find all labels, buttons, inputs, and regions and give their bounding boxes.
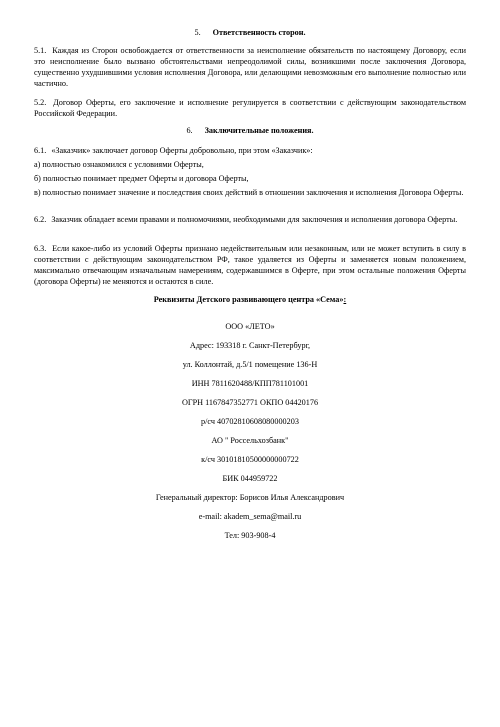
paragraph-6-2-text: Заказчик обладает всеми правами и полномочиями, необходимыми для заключения и исполнения договора Оферты. [51,215,458,224]
section-5-number: 5. [194,28,201,37]
paragraph-6-3-text: Если какое-либо из условий Оферты признано недействительным или незаконным, или не может вступить в силу в соответствии с действующим законодательством РФ, такое удаляется из Оферты и заменяется новым положением, максимально отвечающим изначальным намерениям, содержавшимся в Оферте, при этом остальные положения Оферты (договора Оферты) не меняются и остаются в силе. [34,244,467,286]
section-6-heading [0,125,500,136]
paragraph-6-2-label: 6.2. [34,215,47,224]
paragraph-5-1-text: Каждая из Сторон освобождается от ответственности за неисполнение обязательств по настоящему Договору, если это неисполнение было вызвано обстоятельствами непреодолимой силы, возникшими после заключения Договора, существенно ухудшившими условия исполнения Договора, или делающими невозможным его выполнение полностью или частично. [34,46,467,88]
paragraph-6-1-item-c: в) полностью понимает значение и последствия своих действий в отношении заключения и исполнения Договора Оферты. [34,188,464,197]
section-6-number: 6. [186,126,193,135]
requisites-line-director: Генеральный директор: Борисов Илья Александрович [155,493,345,502]
paragraph-6-3 [34,243,466,287]
section-5-heading [0,27,500,38]
paragraph-5-1 [34,45,466,89]
requisites-line-street: ул. Коллонтай, д.5/1 помещение 136-Н [182,360,318,369]
paragraph-5-1-label: 5.1. [34,46,47,55]
requisites-line-bank: АО " Россельхозбанк" [211,436,289,445]
requisites-line-ogrn: ОГРН 1167847352771 ОКПО 04420176 [181,398,319,407]
paragraph-6-1-item-b: б) полностью понимает предмет Оферты и договора Оферты, [34,174,249,183]
paragraph-6-1-label: 6.1. [34,146,47,155]
requisites-title-suffix: : [343,295,347,304]
requisites-title-text: Реквизиты Детского развивающего центра «Сема» [153,295,344,304]
paragraph-6-1-text: «Заказчик» заключает договор Оферты добровольно, при этом «Заказчик»: [51,146,313,155]
paragraph-6-3-label: 6.3. [34,244,47,253]
requisites-line-company: ООО «ЛЕТО» [225,322,275,331]
paragraph-5-2-label: 5.2. [34,98,47,107]
section-6-title: Заключительные положения. [204,126,314,135]
paragraph-6-2 [34,214,466,225]
requisites-line-account: р/сч 40702810608080000203 [201,417,299,426]
paragraph-6-1-item-a: а) полностью ознакомился с условиями Оферты, [34,160,204,169]
requisites-line-inn: ИНН 7811620488/КПП781101001 [191,379,309,388]
requisites-line-phone: Тел: 903-908-4 [224,531,276,540]
paragraph-5-2 [34,97,466,119]
requisites-line-corr-account: к/сч 30101810500000000722 [201,455,299,464]
section-5-title: Ответственность сторон. [212,28,306,37]
requisites-line-email: e-mail: akadem_sema@mail.ru [198,512,302,521]
paragraph-5-2-text: Договор Оферты, его заключение и исполнение регулируется в соответствии с действующим законодательством Российской Федерации. [34,98,466,118]
requisites-title [0,294,500,305]
requisites-line-bik: БИК 044959722 [222,474,278,483]
paragraph-6-1 [34,145,466,156]
requisites-line-address: Адрес: 193318 г. Санкт-Петербург, [189,341,311,350]
